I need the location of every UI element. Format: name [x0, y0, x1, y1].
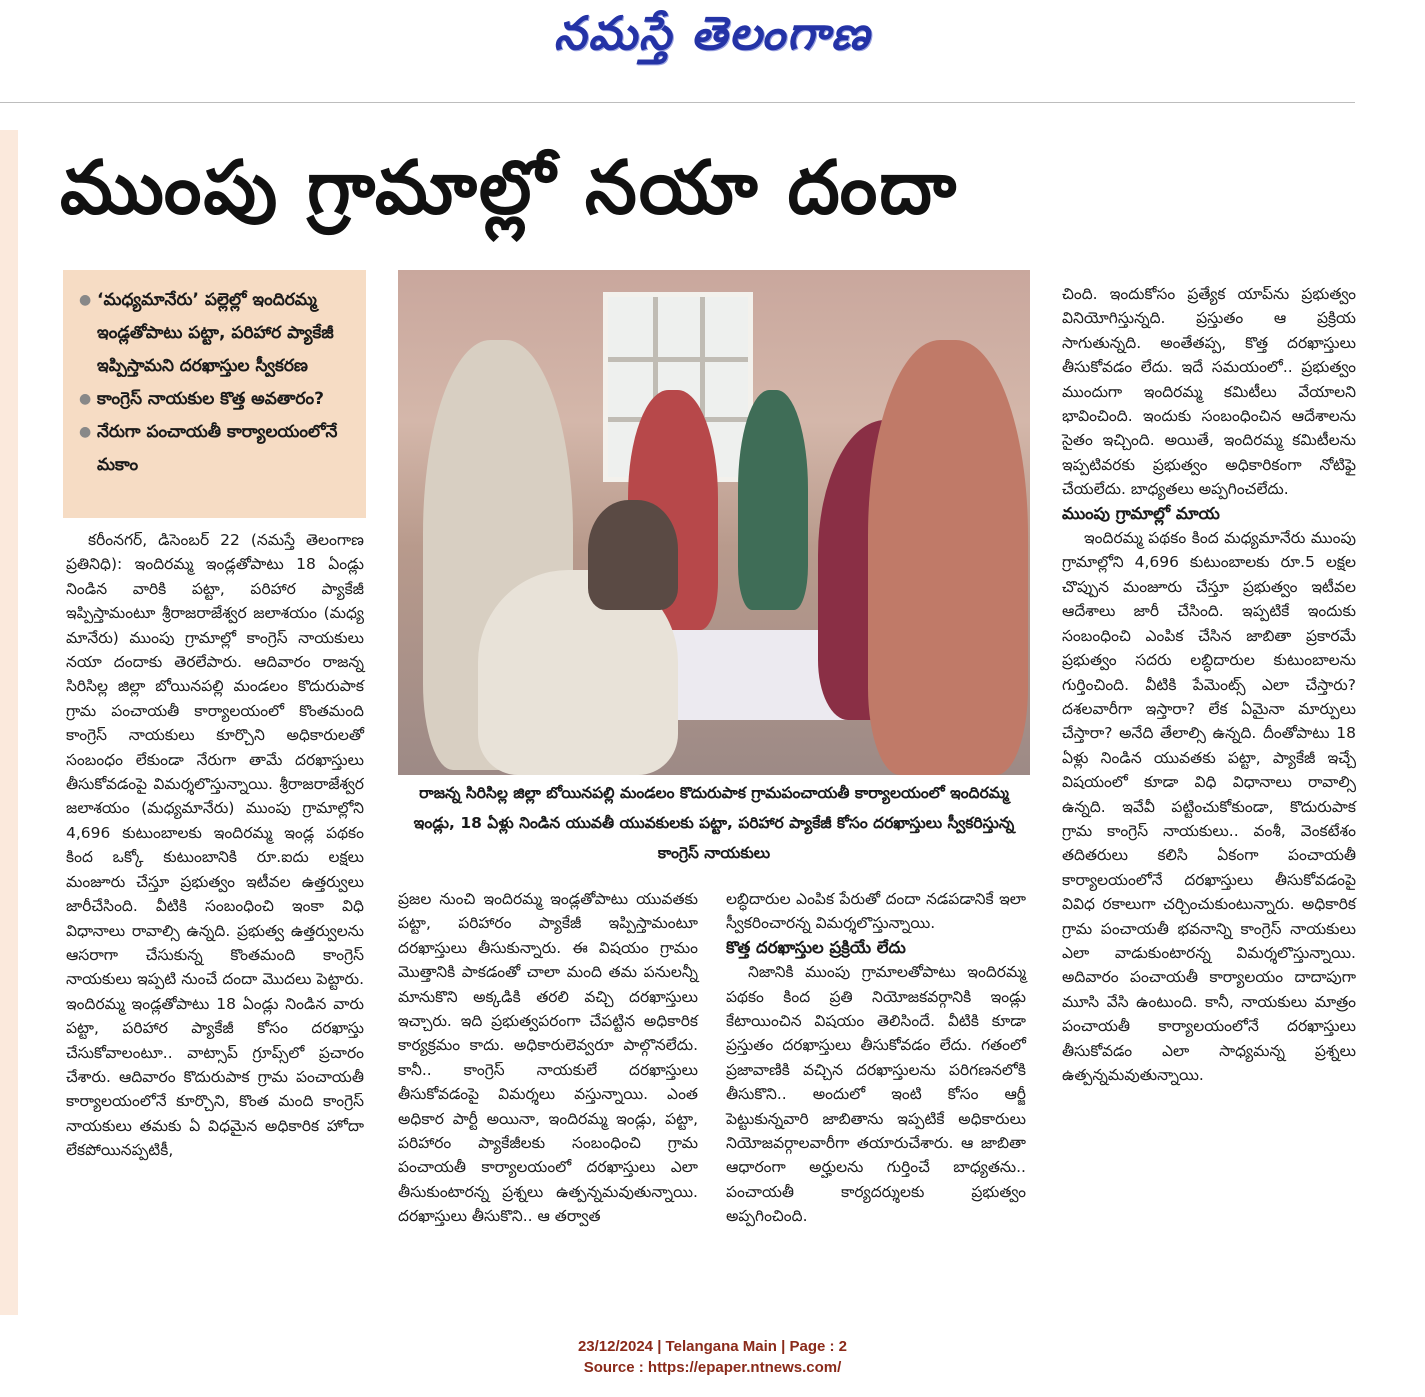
article-column-3 [726, 887, 1026, 1229]
highlight-text: ‘మధ్యమానేరు’ పల్లెల్లో ఇందిరమ్మ ఇండ్లతోపాటు పట్టా, పరిహార ప్యాకేజీ ఇప్పిస్తామని దరఖాస్తుల స్వీకరణ [97, 290, 334, 376]
section-subheading: ముంపు గ్రామాల్లో మాయ [1062, 503, 1220, 523]
highlight-text: నేరుగా పంచాయతీ కార్యాలయంలోనే మకాం [97, 422, 338, 475]
highlight-text: కాంగ్రెస్ నాయకుల కొత్త అవతారం? [97, 389, 324, 409]
photo-person [588, 500, 678, 610]
highlight-item [79, 383, 354, 416]
page-footer [0, 1336, 1425, 1378]
bullet-icon: ● [79, 391, 92, 407]
article-column-2 [398, 887, 698, 1229]
highlights-box [63, 270, 366, 518]
article-paragraph: నిజానికి ముంపు గ్రామాలతోపాటు ఇందిరమ్మ పథకం కింద ప్రతి నియోజకవర్గానికి ఇండ్లు కేటాయించిన విషయం తెలిసిందే. వీటికి కూడా ప్రస్తుతం దరఖాస్తులు తీసుకోవడం లేదు. గతంలో ప్రజావాణికి వచ్చిన దరఖాస్తులను పరిగణనలోకి తీసుకొని.. అందులో ఇంటి కోసం ఆర్జీ పెట్టుకున్నవారి జాబితాను ఇప్పటికే అధికారులు నియోజవర్గాలవారీగా తయారుచేశారు. ఆ జాబితా ఆధారంగా అర్హులను గుర్తించే బాధ్యతను.. పంచాయతీ కార్యదర్శులకు ప్రభుత్వం అప్పగించింది. [726, 963, 1026, 1226]
photo-caption: రాజన్న సిరిసిల్ల జిల్లా బోయినపల్లి మండలం కొదురుపాక గ్రామపంచాయతీ కార్యాలయంలో ఇందిరమ్మ ఇండ్లు, 18 ఏళ్లు నిండిన యువతీ యువకులకు పట్టా, పరిహార ప్యాకేజీ కోసం దరఖాస్తులు స్వీకరిస్తున్న కాంగ్రెస్ నాయకులు [413, 784, 1015, 862]
article-paragraph: ప్రజల నుంచి ఇందిరమ్మ ఇండ్లతోపాటు యువతకు పట్టా, పరిహారం ప్యాకేజీ ఇప్పిస్తామంటూ దరఖాస్తులు తీసుకున్నారు. ఈ విషయం గ్రామం మొత్తానికి పాకడంతో చాలా మంది తమ పనులన్నీ మానుకొని అక్కడికి తరలి వచ్చి దరఖాస్తులు ఇచ్చారు. ఇది ప్రభుత్వపరంగా చేపట్టిన అధికారిక కార్యక్రమం కాదు. అధికారులెవ్వరూ పాల్గొనలేదు. కానీ.. కాంగ్రెస్ నాయకులే దరఖాస్తులు తీసుకోవడంపై విమర్శలు వస్తున్నాయి. ఎంత అధికార పార్టీ అయినా, ఇందిరమ్మ ఇండ్లు, పట్టా, పరిహారం ప్యాకేజీలకు సంబంధించి గ్రామ పంచాయతీ కార్యాలయంలో దరఖాస్తులు ఎలా తీసుకుంటారన్న ప్రశ్నలు ఉత్పన్నమవుతున్నాయి. దరఖాస్తులు తీసుకొని.. ఆ తర్వాత [398, 890, 698, 1226]
news-photo [398, 270, 1030, 775]
article-paragraph: చింది. ఇందుకోసం ప్రత్యేక యాప్‌ను ప్రభుత్వం వినియోగిస్తున్నది. ప్రస్తుతం ఆ ప్రక్రియ సాగుతున్నది. అంతేతప్ప, కొత్త దరఖాస్తులు తీసుకోవడం లేదు. ఇదే సమయంలో.. ప్రభుత్వం ముందుగా ఇందిరమ్మ కమిటీలు వేయాలని భావించింది. ఇందుకు సంబంధించిన ఆదేశాలను సైతం ఇచ్చింది. అయితే, ఇందిరమ్మ కమిటీలను ఇప్పటివరకు ప్రభుత్వం అధికారికంగా నోటిఫై చేయలేదు. బాధ్యతలు అప్పగించలేదు. [1062, 285, 1356, 499]
article-headline: ముంపు గ్రామాల్లో నయా దందా [60, 145, 959, 231]
article-paragraph: ఇందిరమ్మ పథకం కింద మధ్యమానేరు ముంపు గ్రామాల్లోని 4,696 కుటుంబాలకు రూ.5 లక్షల చొప్పున మంజూరు చేస్తూ ప్రభుత్వం ఇటీవల ఆదేశాలు జారీ చేసింది. ఇప్పటికే ఇందుకు సంబంధించి ఎంపిక చేసిన జాబితా ప్రకారమే ప్రభుత్వం సదరు లబ్ధిదారుల కుటుంబాలను గుర్తించింది. వీటికి పేమెంట్స్ ఎలా చేస్తారు? దశలవారీగా ఇస్తారా? లేక ఏమైనా మార్పులు చేస్తారా? అనేది తేలాల్సి ఉన్నది. దీంతోపాటు 18 ఏళ్లు నిండిన యువతకు పట్టా, ప్యాకేజీ ఇచ్చే విషయంలో కూడా విధి విధానాలు రావాల్సి ఉన్నది. ఇవేవీ పట్టించుకోకుండా, కొదురుపాక గ్రామ కాంగ్రెస్ నాయకులు.. వంశీ, వెంకటేశం తదితరులు కలిసి ఏకంగా పంచాయతీ కార్యాలయంలోనే దరఖాస్తులు తీసుకోవడంపై వివిధ రకాలుగా చర్చించుకుంటున్నారు. అధికారిక గ్రామ పంచాయతీ భవనాన్ని కాంగ్రెస్ నాయకులు ఎలా వాడుకుంటారన్న విమర్శలొస్తున్నాయి. అదివారం పంచాయతీ కార్యాలయం దాదాపుగా మూసి వేసి ఉంటుంది. కానీ, నాయకులు మాత్రం పంచాయతీ కార్యాలయంలోనే దరఖాస్తులు తీసుకోవడం ఎలా సాధ్యమన్న ప్రశ్నలు ఉత్పన్నమవుతున్నాయి. [1062, 529, 1356, 1084]
bullet-icon: ● [79, 424, 92, 440]
photo-person [868, 340, 1028, 775]
bullet-icon: ● [79, 292, 92, 308]
photo-person [738, 390, 808, 610]
article-paragraph: లబ్ధిదారుల ఎంపిక పేరుతో దందా నడపడానికే ఇలా స్వీకరించారన్న విమర్శలొస్తున్నాయి. [726, 890, 1026, 933]
footer-date-edition: 23/12/2024 | Telangana Main | Page : 2 [577, 1338, 848, 1355]
highlight-item [79, 416, 354, 482]
article-column-1 [66, 528, 364, 1163]
masthead [0, 0, 1425, 100]
page-margin-strip [0, 130, 18, 1315]
header-divider [0, 102, 1355, 103]
newspaper-logo: నమస్తే తెలంగాణ [553, 6, 872, 60]
section-subheading: కొత్త దరఖాస్తుల ప్రక్రియే లేదు [726, 937, 906, 957]
highlight-item [79, 284, 354, 383]
footer-source-link[interactable]: Source : https://epaper.ntnews.com/ [583, 1359, 842, 1376]
article-paragraph: కరీంనగర్, డిసెంబర్ 22 (నమస్తే తెలంగాణ ప్రతినిధి): ఇందిరమ్మ ఇండ్లతోపాటు 18 ఏండ్లు నిండిన వారికి పట్టా, పరిహార ప్యాకేజీ ఇప్పిస్తామంటూ శ్రీరాజరాజేశ్వర జలాశయం (మధ్య మానేరు) ముంపు గ్రామాల్లో కాంగ్రెస్ నాయకులు నయా దందాకు తెరలేపారు. ఆదివారం రాజన్న సిరిసిల్ల జిల్లా బోయినపల్లి మండలం కొదురుపాక గ్రామ పంచాయతీ కార్యాలయంలో కొంతమంది కాంగ్రెస్ నాయకులు కూర్చొని అధికారులతో సంబంధం లేకుండా నేరుగా తామే దరఖాస్తులు తీసుకోవడంపై విమర్శలొస్తున్నాయి. శ్రీరాజరాజేశ్వర జలాశయం (మధ్యమానేరు) ముంపు గ్రామాల్లోని 4,696 కుటుంబాలకు ఇందిరమ్మ ఇండ్ల పథకం కింద ఒక్కో కుటుంబానికి రూ.ఐదు లక్షలు మంజూరు చేస్తూ ప్రభుత్వం ఇటీవల ఉత్తర్వులు జారీచేసింది. వీటికి సంబంధించి ఇంకా విధి విధానాలు రావాల్సి ఉన్నది. ప్రభుత్వ ఉత్తర్వులను ఆసరాగా చేసుకున్న కొంతమంది కాంగ్రెస్ నాయకులు ఇప్పటి నుంచే దందా మొదలు పెట్టారు. ఇందిరమ్మ ఇండ్లతోపాటు 18 ఏండ్లు నిండిన వారు పట్టా, పరిహార ప్యాకేజీ కోసం దరఖాస్తు చేసుకోవాలంటూ.. వాట్సాప్ గ్రూప్స్‌లో ప్రచారం చేశారు. ఆదివారం కొదురుపాక గ్రామ పంచాయతీ కార్యాలయంలోనే కూర్చొని, కొంత మంది కాంగ్రెస్ నాయకులు తమకు ఏ విధమైన అధికారిక హోదా లేకపోయినప్పటికీ, [66, 531, 364, 1160]
article-column-4 [1062, 282, 1356, 1087]
